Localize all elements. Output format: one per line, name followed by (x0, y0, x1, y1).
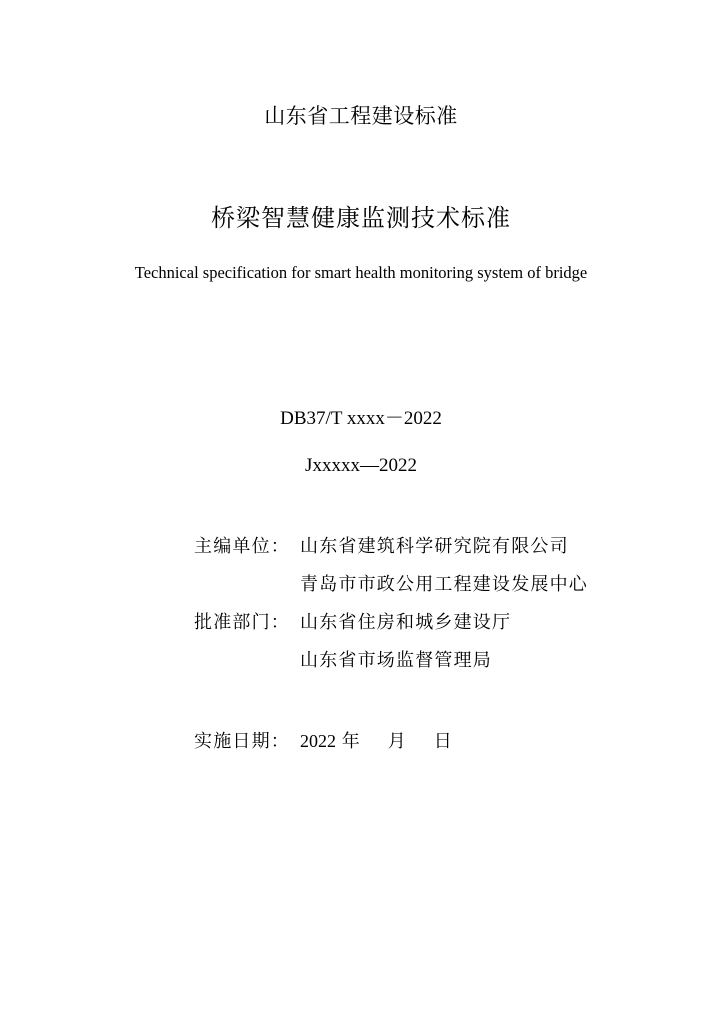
chief-editor-value-2: 青岛市市政公用工程建设发展中心 (300, 574, 588, 595)
effective-date-row (194, 728, 452, 755)
approver-label: 批准部门： (194, 612, 290, 633)
publication-info (194, 533, 588, 685)
standard-number: DB37/T xxxx－2022 (280, 408, 442, 429)
empty-label (194, 571, 300, 598)
month-unit: 月 (387, 731, 406, 752)
empty-label (194, 647, 300, 674)
standard-title-chinese: 桥梁智慧健康监测技术标准 (211, 204, 511, 232)
approver-row-2 (194, 647, 588, 674)
issuer-title: 山东省工程建设标准 (264, 104, 458, 128)
chief-editor-label: 主编单位： (194, 536, 290, 557)
approver-row (194, 609, 588, 636)
effective-date-label: 实施日期： (194, 731, 290, 752)
effective-date-value (300, 728, 452, 755)
year-unit: 年 (341, 731, 360, 752)
standard-title-english: Technical specification for smart health monitoring system of bridge (134, 263, 588, 282)
approver-value-2: 山东省市场监督管理局 (300, 650, 492, 671)
chief-editor-row (194, 533, 588, 560)
chief-editor-row-2 (194, 571, 588, 598)
chief-editor-value-1: 山东省建筑科学研究院有限公司 (300, 536, 569, 557)
record-number: Jxxxxx—2022 (305, 455, 417, 476)
effective-year: 2022 (300, 731, 336, 751)
day-unit: 日 (433, 731, 452, 752)
approver-value-1: 山东省住房和城乡建设厅 (300, 612, 512, 633)
